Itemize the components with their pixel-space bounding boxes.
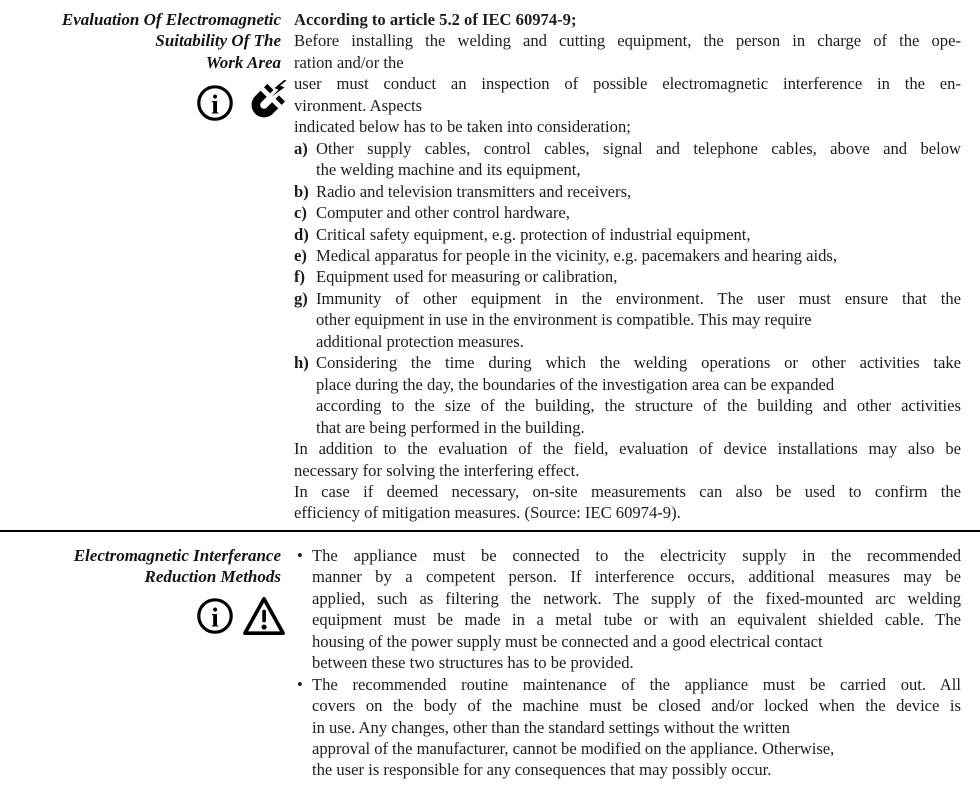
list-label: f) [294, 267, 306, 287]
list-label: h) [294, 353, 309, 373]
section1-title-line2: Suitability Of The [155, 31, 281, 51]
list-item-g [294, 288, 961, 352]
section-em-suitability [0, 9, 980, 524]
bullet-item [294, 674, 961, 781]
text-line: efficiency of mitigation measures. (Source: IEC 60974-9). [294, 503, 681, 523]
text-line: other equipment in use in the environment is compatible. This may require [316, 310, 812, 330]
section1-title-line1: Evaluation Of Electromagnetic [61, 10, 281, 29]
text-line: indicated below has to be taken into consideration; [294, 117, 631, 137]
list-label: a) [294, 138, 308, 158]
text-line: In case if deemed necessary, on-site measurements can also be used to confirm the [294, 481, 961, 501]
text-line: between these two structures has to be provided. [312, 653, 634, 673]
svg-text:i: i [211, 602, 219, 633]
section-interference-reduction [0, 545, 980, 781]
section2-body [294, 545, 961, 781]
text-line: housing of the power supply must be connected and a good electrical contact [312, 631, 823, 651]
text-line: equipment must be made in a metal tube or with an equivalent shielded cable. The [312, 610, 961, 630]
text-line: In addition to the evaluation of the field, evaluation of device installations may also be [294, 439, 961, 459]
bullet-dot: • [297, 545, 303, 565]
text-line: The recommended routine maintenance of the appliance must be carried out. All [312, 674, 961, 694]
text-line: The appliance must be connected to the electricity supply in the recommended [312, 545, 961, 565]
text-line: place during the day, the boundaries of the investigation area can be expanded [316, 374, 835, 394]
list-item-h [294, 352, 961, 438]
section1-heading-block [0, 9, 281, 126]
text-line: additional protection measures. [316, 331, 524, 351]
text-line: ration and/or the [294, 52, 404, 72]
text-line: that are being performed in the building. [316, 417, 585, 437]
section2-title-line2: Reduction Methods [144, 567, 281, 587]
text-line: manner by a competent person. If interference occurs, additional measures may be [312, 567, 961, 587]
section2-title-line1: Electromagnetic Interferance [73, 545, 281, 565]
text-line: Radio and television transmitters and receivers, [316, 181, 632, 201]
bullet-dot: • [297, 674, 303, 694]
text-line: the user is responsible for any consequences that may possibly occur. [312, 760, 772, 780]
section2-title [0, 545, 281, 588]
section1-title-line3: Work Area [205, 52, 281, 72]
list-label: e) [294, 245, 307, 265]
list-label: c) [294, 203, 307, 223]
info-icon [196, 84, 234, 122]
magnet-icon [241, 80, 287, 126]
text-line: Immunity of other equipment in the environment. The user must ensure that the [316, 288, 961, 308]
list-label: g) [294, 288, 308, 308]
section2-heading-block [0, 545, 281, 637]
list-item-f [294, 266, 961, 287]
text-line: necessary for solving the interfering effect. [294, 460, 580, 480]
list-item-e [294, 245, 961, 266]
text-line: Considering the time during which the welding operations or other activities take [316, 353, 961, 373]
warning-icon [241, 595, 287, 637]
text-line: Equipment used for measuring or calibration, [316, 267, 618, 287]
text-line: Critical safety equipment, e.g. protection of industrial equipment, [316, 224, 751, 244]
list-item-d [294, 224, 961, 245]
text-line: user must conduct an inspection of possible electromagnetic interference in the en- [294, 74, 961, 94]
text-line: in use. Any changes, other than the standard settings without the written [312, 717, 790, 737]
list-item-b [294, 181, 961, 202]
bullet-item [294, 545, 961, 674]
lead-line: According to article 5.2 of IEC 60974-9; [294, 10, 577, 29]
text-line: Other supply cables, control cables, signal and telephone cables, above and below [316, 138, 961, 158]
list-label: d) [294, 224, 309, 244]
list-item-c [294, 202, 961, 223]
info-icon [196, 597, 234, 635]
svg-text:i: i [211, 89, 219, 120]
text-line: applied, such as filtering the network. The supply of the fixed-mounted arc welding [312, 588, 961, 608]
section2-icons [0, 595, 287, 637]
list-label: b) [294, 181, 309, 201]
text-line: the welding machine and its equipment, [316, 160, 581, 180]
section-divider [0, 530, 980, 532]
section1-icons [0, 80, 287, 126]
text-line: Before installing the welding and cutting equipment, the person in charge of the ope- [294, 31, 961, 51]
section1-title [0, 9, 281, 73]
text-line: approval of the manufacturer, cannot be modified on the appliance. Otherwise, [312, 738, 835, 758]
text-line: according to the size of the building, the structure of the building and other activities [316, 396, 961, 416]
list-item-a [294, 138, 961, 181]
section1-body [294, 9, 961, 524]
text-line: covers on the body of the machine must be closed and/or locked when the device is [312, 696, 961, 716]
text-line: Medical apparatus for people in the vicinity, e.g. pacemakers and hearing aids, [316, 245, 837, 265]
text-line: vironment. Aspects [294, 95, 423, 115]
text-line: Computer and other control hardware, [316, 203, 570, 223]
